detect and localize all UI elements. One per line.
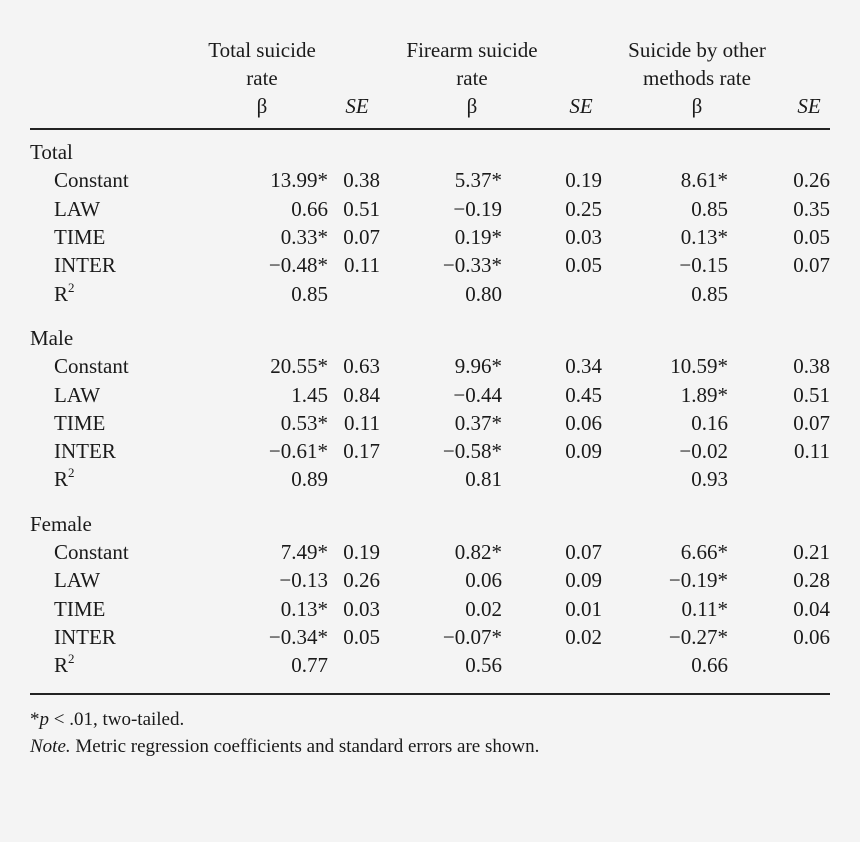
- beta-cell: 0.11*: [681, 596, 728, 621]
- header-total-line2: rate: [246, 66, 278, 90]
- beta-cell: −0.19: [453, 196, 502, 221]
- row-label: Constant: [54, 168, 129, 193]
- se-cell: 0.03: [343, 596, 380, 621]
- row-label: INTER: [54, 439, 116, 464]
- beta-cell: −0.13: [279, 568, 328, 593]
- header-firearm-line2: rate: [456, 66, 488, 90]
- se-cell: 0.03: [565, 225, 602, 250]
- r-squared-cell: 0.66: [691, 653, 728, 678]
- se-cell: 0.38: [793, 354, 830, 379]
- beta-cell: −0.15: [679, 253, 728, 278]
- se-header-2: SE: [569, 94, 593, 118]
- table-row: [30, 409, 830, 437]
- beta-cell: −0.34*: [268, 624, 328, 649]
- beta-cell: 10.59*: [670, 354, 728, 379]
- se-cell: 0.38: [343, 168, 380, 193]
- beta-cell: −0.58*: [442, 439, 502, 464]
- header-other-line1: Suicide by other: [628, 38, 766, 62]
- header-rule: [30, 128, 830, 130]
- se-cell: 0.21: [793, 540, 830, 564]
- beta-cell: −0.02: [679, 439, 728, 464]
- beta-header-3: β: [691, 94, 703, 118]
- row-label: TIME: [54, 596, 106, 621]
- se-cell: 0.26: [343, 568, 380, 593]
- section-title: Male: [30, 325, 74, 350]
- header-total-line1: Total suicide: [208, 38, 316, 62]
- r-squared-base: R: [54, 467, 69, 492]
- r-squared-row: [30, 279, 830, 307]
- coefficients-table: [30, 138, 830, 679]
- sig-star: *: [30, 709, 40, 730]
- beta-cell: 0.13*: [280, 596, 328, 621]
- beta-cell: −0.07*: [442, 624, 502, 649]
- beta-cell: 0.02: [465, 596, 502, 621]
- section-spacer: [30, 308, 830, 324]
- beta-cell: −0.19*: [668, 568, 728, 593]
- se-cell: 0.11: [794, 439, 830, 464]
- beta-cell: 20.55*: [270, 354, 328, 379]
- se-cell: 0.07: [343, 225, 380, 250]
- se-cell: 0.17: [343, 439, 380, 464]
- spacer-cell: [30, 308, 830, 324]
- r-squared-label: [30, 279, 210, 307]
- se-cell: 0.04: [793, 596, 830, 621]
- note-text: Metric regression coefficients and standard errors are shown.: [70, 736, 540, 757]
- beta-cell: 1.45: [291, 382, 328, 407]
- se-header-3: SE: [797, 94, 821, 118]
- beta-cell: −0.33*: [442, 253, 502, 278]
- empty-cell: [728, 465, 830, 493]
- table-row: [30, 251, 830, 279]
- table-row: [30, 538, 830, 566]
- se-cell: 0.19: [565, 168, 602, 193]
- se-cell: 0.09: [565, 439, 602, 464]
- se-cell: 0.19: [343, 540, 380, 564]
- se-cell: 0.07: [565, 540, 602, 564]
- se-cell: 0.07: [793, 253, 830, 278]
- empty-cell: [328, 279, 380, 307]
- se-cell: 0.05: [793, 225, 830, 250]
- r-squared-base: R: [54, 653, 69, 678]
- empty-cell: [328, 465, 380, 493]
- beta-cell: 0.33*: [280, 225, 328, 250]
- se-cell: 0.63: [343, 354, 380, 379]
- beta-cell: 8.61*: [680, 168, 728, 193]
- beta-cell: −0.44: [453, 382, 502, 407]
- se-cell: 0.51: [793, 382, 830, 407]
- se-cell: 0.07: [793, 410, 830, 435]
- r-squared-sup: 2: [68, 465, 75, 481]
- r-squared-cell: 0.85: [691, 281, 728, 306]
- se-header-1: SE: [345, 94, 369, 118]
- row-label: TIME: [54, 225, 106, 250]
- header-other-methods: [612, 36, 782, 92]
- header-firearm-line1: Firearm suicide: [406, 38, 538, 62]
- r-squared-cell: 0.93: [691, 467, 728, 492]
- r-squared-sup: 2: [68, 651, 75, 667]
- section-header-row: [30, 138, 830, 166]
- table-row: [30, 437, 830, 465]
- r-squared-label: [30, 651, 210, 679]
- row-label: Constant: [54, 540, 129, 564]
- beta-cell: 0.85: [691, 196, 728, 221]
- spacer-cell: [30, 494, 830, 510]
- section-header-row: [30, 324, 830, 352]
- beta-cell: 0.82*: [454, 540, 502, 564]
- table-row: [30, 566, 830, 594]
- general-note: [30, 733, 539, 760]
- se-cell: 0.28: [793, 568, 830, 593]
- r-squared-cell: 0.81: [465, 467, 502, 492]
- table-row: [30, 594, 830, 622]
- sig-rest: < .01, two-tailed.: [49, 709, 185, 730]
- empty-cell: [502, 651, 602, 679]
- se-cell: 0.01: [565, 596, 602, 621]
- beta-cell: 0.19*: [454, 225, 502, 250]
- se-cell: 0.11: [344, 253, 380, 278]
- row-label: LAW: [54, 382, 101, 407]
- r-squared-row: [30, 651, 830, 679]
- se-cell: 0.05: [343, 624, 380, 649]
- row-label: LAW: [54, 196, 101, 221]
- row-label: TIME: [54, 410, 106, 435]
- beta-cell: −0.48*: [268, 253, 328, 278]
- empty-cell: [502, 279, 602, 307]
- se-cell: 0.06: [793, 624, 830, 649]
- beta-cell: 0.66: [291, 196, 328, 221]
- se-cell: 0.84: [343, 382, 380, 407]
- beta-cell: 9.96*: [454, 354, 502, 379]
- r-squared-cell: 0.80: [465, 281, 502, 306]
- header-firearm-suicide: [392, 36, 552, 92]
- section-spacer: [30, 494, 830, 510]
- header-total-suicide: [192, 36, 332, 92]
- se-cell: 0.02: [565, 624, 602, 649]
- beta-cell: 0.37*: [454, 410, 502, 435]
- beta-cell: 0.06: [465, 568, 502, 593]
- beta-cell: 0.16: [691, 410, 728, 435]
- beta-cell: 5.37*: [454, 168, 502, 193]
- table-row: [30, 380, 830, 408]
- se-cell: 0.25: [565, 196, 602, 221]
- se-cell: 0.35: [793, 196, 830, 221]
- empty-cell: [728, 279, 830, 307]
- row-label: INTER: [54, 253, 116, 278]
- table-row: [30, 195, 830, 223]
- empty-cell: [328, 651, 380, 679]
- se-cell: 0.09: [565, 568, 602, 593]
- header-other-line2: methods rate: [643, 66, 751, 90]
- r-squared-row: [30, 465, 830, 493]
- se-cell: 0.06: [565, 410, 602, 435]
- r-squared-cell: 0.85: [291, 281, 328, 306]
- r-squared-base: R: [54, 281, 69, 306]
- se-cell: 0.11: [344, 410, 380, 435]
- se-cell: 0.51: [343, 196, 380, 221]
- se-cell: 0.45: [565, 382, 602, 407]
- bottom-rule: [30, 693, 830, 695]
- section-title: Total: [30, 140, 73, 165]
- beta-cell: 1.89*: [680, 382, 728, 407]
- row-label: Constant: [54, 354, 129, 379]
- row-label: LAW: [54, 568, 101, 593]
- se-cell: 0.26: [793, 168, 830, 193]
- significance-note: [30, 706, 539, 733]
- sig-p: p: [39, 709, 49, 730]
- beta-header-1: β: [256, 94, 268, 118]
- table-row: [30, 352, 830, 380]
- table-row: [30, 166, 830, 194]
- r-squared-cell: 0.56: [465, 653, 502, 678]
- beta-cell: 7.49*: [280, 540, 328, 564]
- section-header-row: [30, 510, 830, 538]
- beta-cell: 6.66*: [680, 540, 728, 564]
- r-squared-cell: 0.77: [291, 653, 328, 678]
- beta-cell: 0.53*: [280, 410, 328, 435]
- table-notes: [30, 706, 539, 760]
- empty-cell: [728, 651, 830, 679]
- beta-cell: 13.99*: [270, 168, 328, 193]
- r-squared-sup: 2: [68, 279, 75, 295]
- se-cell: 0.05: [565, 253, 602, 278]
- r-squared-label: [30, 465, 210, 493]
- section-title: Female: [30, 511, 92, 536]
- beta-header-2: β: [466, 94, 478, 118]
- note-label: Note.: [30, 736, 71, 757]
- r-squared-cell: 0.89: [291, 467, 328, 492]
- table-row: [30, 623, 830, 651]
- empty-cell: [502, 465, 602, 493]
- beta-cell: −0.27*: [668, 624, 728, 649]
- beta-cell: −0.61*: [268, 439, 328, 464]
- beta-cell: 0.13*: [680, 225, 728, 250]
- se-cell: 0.34: [565, 354, 602, 379]
- table-row: [30, 223, 830, 251]
- row-label: INTER: [54, 624, 116, 649]
